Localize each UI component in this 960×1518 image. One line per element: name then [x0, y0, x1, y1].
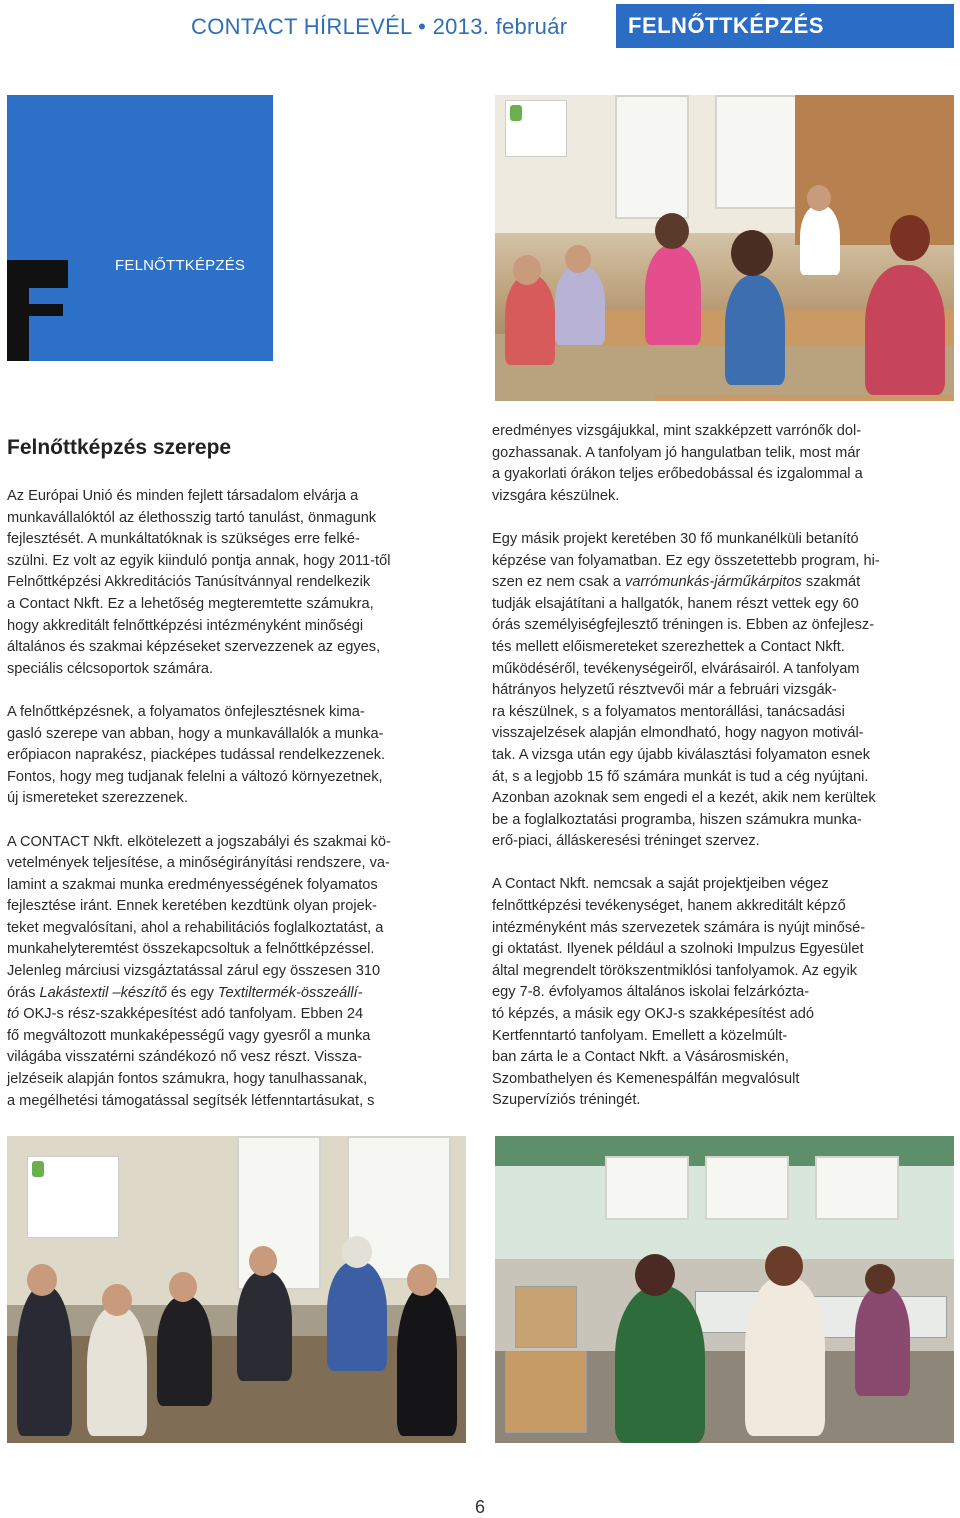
- text-line: hogy akkreditált felnőttképzési intézményként minőségi: [7, 617, 364, 634]
- text-line: tó OKJ-s rész-szakképesítést adó tanfolyam. Ebben 24: [7, 1006, 364, 1023]
- text-line: tak. A vizsga után egy újabb kiválasztási folyamaton esnek: [492, 746, 871, 763]
- text-line: ra készülnek, s a folyamatos mentorállási, tanácsadási: [492, 703, 845, 720]
- text-line: vetelmények teljesítése, a minőségirányítási rendszere, va-: [7, 855, 390, 872]
- section-logo: [7, 95, 273, 361]
- text-line: Szombathelyen és Kemenespálfán megvalósult: [492, 1070, 800, 1087]
- text-line: egy 7-8. évfolyamos általános iskolai felzárkózta-: [492, 984, 810, 1001]
- text-line: hátrányos helyzetű résztvevői már a februári vizsgák-: [492, 682, 837, 699]
- text-line: működéséről, tevékenységeiről, elvárásairól. A tanfolyam: [492, 660, 860, 677]
- text-line: Szupervíziós tréningét.: [492, 1092, 641, 1109]
- left_column-paragraph: [7, 702, 477, 810]
- text-line: tés mellett előismereteket szerezhettek a Contact Nkft.: [492, 638, 845, 655]
- text-line: szülni. Ez volt az egyik kiinduló pontja annak, hogy 2011-től: [7, 552, 391, 569]
- text-line: gasló szerepe van abban, hogy a munkavállalók a munka-: [7, 725, 384, 742]
- logo-text: FELNŐTTKÉPZÉS: [115, 257, 246, 274]
- photo-classroom: [495, 95, 954, 401]
- text-line: fejlesztése iránt. Ennek keretében kezdtünk olyan projek-: [7, 898, 377, 915]
- text-line: ban zárta le a Contact Nkft. a Vásárosmiskén,: [492, 1049, 789, 1066]
- text-line: a megélhetési támogatással segítsék létfenntartásukat, s: [7, 1092, 375, 1109]
- text-line: lamint a szakmai munka eredményességének folyamatos: [7, 876, 378, 893]
- text-line: órás Lakástextil –készítő és egy Textiltermék-összeállí-: [7, 984, 363, 1001]
- text-line: visszajelzések alapján elmondható, hogy nagyon motivál-: [492, 725, 864, 742]
- text-line: képzése van folyamatban. Ez egy összetettebb program, hi-: [492, 552, 880, 569]
- article-right-column: [492, 421, 954, 1134]
- text-line: Az Európai Unió és minden fejlett társadalom elvárja a: [7, 488, 359, 504]
- text-line: gozhassanak. A tanfolyam jó hangulatban telik, most már: [492, 444, 861, 461]
- text-line: Fontos, hogy meg tudjanak felelni a változó környezetnek,: [7, 768, 383, 785]
- text-line: Egy másik projekt keretében 30 fő munkanélküli betanító: [492, 530, 859, 547]
- text-line: órás személyiségfejlesztő tréningen is. Ebben az önfejlesz-: [492, 617, 875, 634]
- text-line: munkavállalóktól az élethosszig tartó tanulást, önmagunk: [7, 509, 377, 526]
- article-left-column: [7, 486, 477, 1134]
- text-line: új ismereteket szerezzenek.: [7, 790, 188, 807]
- text-line: világába visszatérni szándékozó nő vesz részt. Vissza-: [7, 1049, 363, 1066]
- text-line: szen ez nem csak a varrómunkás-járműkárpitos szakmát: [492, 574, 861, 591]
- text-line: A Contact Nkft. nemcsak a saját projektjeiben végez: [492, 876, 829, 893]
- text-line: A felnőttképzésnek, a folyamatos önfejlesztésnek kima-: [7, 703, 365, 720]
- text-line: a gyakorlati órákon teljes erőbedobással és izgalommal a: [492, 466, 863, 483]
- text-line: fő megváltozott munkaképességű vagy gyesről a munka: [7, 1027, 371, 1044]
- text-line: általános és szakmai képzéseket szervezzenek az egyes,: [7, 639, 381, 656]
- text-line: eredményes vizsgájukkal, mint szakképzett varrónők dol-: [492, 423, 862, 439]
- right_column-paragraph: [492, 874, 954, 1112]
- text-line: A CONTACT Nkft. elkötelezett a jogszabályi és szakmai kö-: [7, 833, 391, 850]
- text-line: Azonban azoknak sem engedi el a kezét, akik nem kerültek: [492, 790, 876, 807]
- text-line: speciális célcsoportok számára.: [7, 660, 214, 677]
- text-line: Felnőttképzési Akkreditációs Tanúsítvánnyal rendelkezik: [7, 574, 371, 591]
- right_column-paragraph: [492, 529, 954, 853]
- page-number: 6: [474, 1497, 485, 1517]
- text-line: gi oktatást. Ilyenek például a szolnoki Impulzus Egyesület: [492, 941, 864, 958]
- photo-sewing-workshop: [495, 1136, 954, 1443]
- text-line: által megrendelt törökszentmiklósi tanfolyamok. Az egyik: [492, 962, 858, 979]
- text-line: vizsgára készülnek.: [492, 487, 620, 504]
- left_column-paragraph: [7, 486, 477, 680]
- text-line: erőpiacon naprakész, piacképes tudással rendelkezzenek.: [7, 747, 386, 764]
- text-line: tudják elsajátítani a hallgatók, hanem részt vettek egy 60: [492, 595, 859, 612]
- text-line: be a foglalkoztatási programba, hiszen számukra munka-: [492, 811, 862, 828]
- newsletter-title: CONTACT HÍRLEVÉL • 2013. február: [191, 14, 568, 39]
- section-label: FELNŐTTKÉPZÉS: [616, 4, 954, 48]
- left_column-paragraph: [7, 832, 477, 1113]
- right_column-paragraph: [492, 421, 954, 507]
- photo-discussion-circle: [7, 1136, 466, 1443]
- text-line: a Contact Nkft. Ez a lehetőség megteremtette számukra,: [7, 595, 374, 612]
- text-line: fejlesztését. A munkáltatóknak is szükséges erre felké-: [7, 531, 360, 548]
- text-line: Jelenleg márciusi vizsgáztatással zárul egy összesen 310: [7, 963, 381, 980]
- text-line: át, s a legjobb 15 fő számára munkát is tud a cég nyújtani.: [492, 768, 869, 785]
- article-title: Felnőttképzés szerepe: [7, 436, 232, 459]
- text-line: intézményként más szervezetek számára is nyújt minősé-: [492, 919, 866, 936]
- text-line: Kertfenntartó tanfolyam. Emellett a közelmúlt-: [492, 1027, 788, 1044]
- text-line: felnőttképzési tevékenységet, hanem akkreditált képző: [492, 898, 846, 915]
- text-line: jelzéseik alapján fontos számukra, hogy tanulhassanak,: [7, 1071, 368, 1088]
- text-line: erő-piaci, álláskeresési tréninget szervez.: [492, 833, 760, 850]
- text-line: teket megvalósítani, ahol a rehabilitációs foglalkoztatást, a: [7, 919, 384, 936]
- logo-letter-f: [7, 260, 63, 361]
- text-line: tó képzés, a másik egy OKJ-s szakképesítést adó: [492, 1006, 815, 1023]
- text-line: munkahelyteremtést összekapcsoltuk a felnőttképzéssel.: [7, 941, 375, 958]
